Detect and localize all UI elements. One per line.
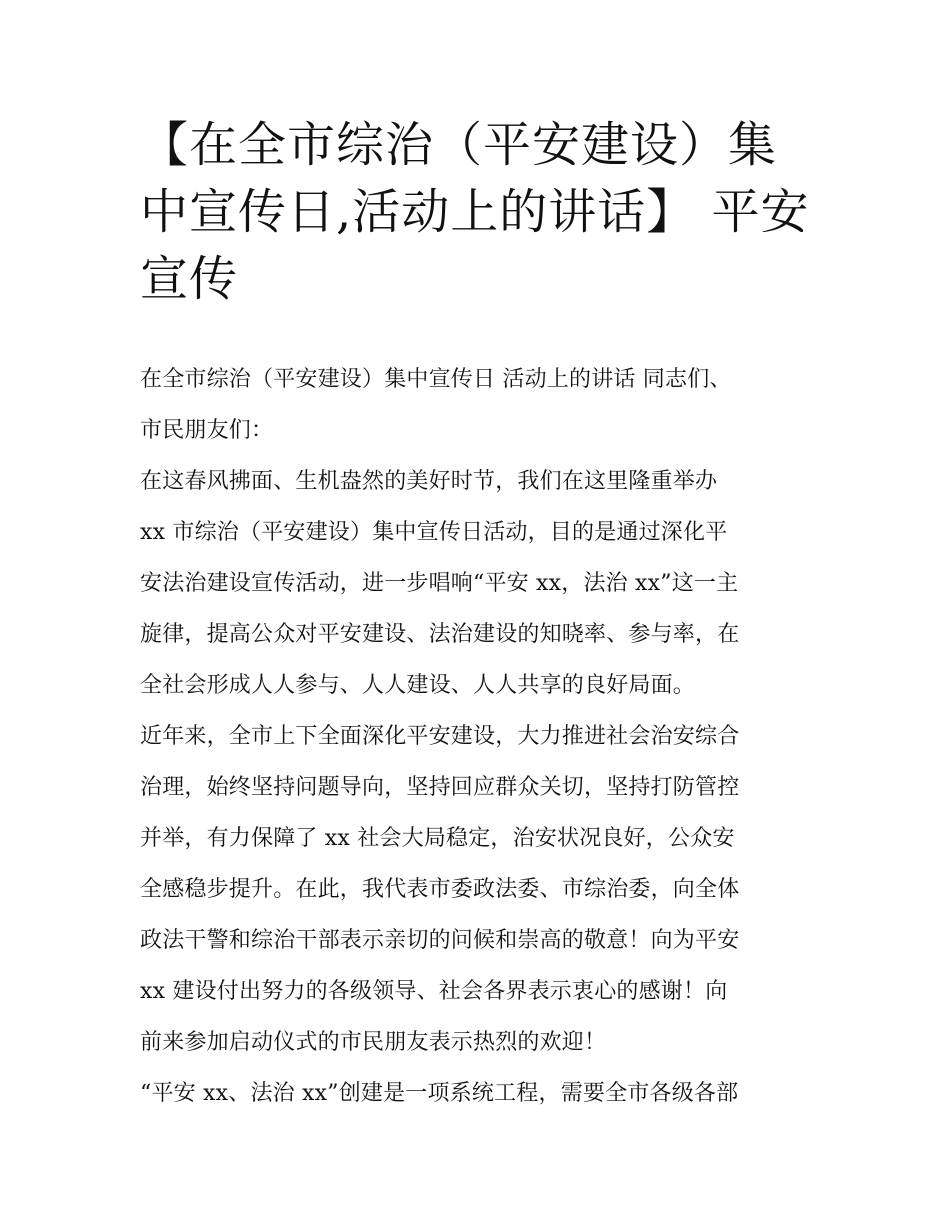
- body-line: 近年来，全市上下全面深化平安建设，大力推进社会治安综合: [140, 724, 740, 749]
- body-line: xx 市综治（平安建设）集中宣传日活动，目的是通过深化平: [140, 520, 728, 545]
- body-line: 旋律，提高公众对平安建设、法治建设的知晓率、参与率，在: [140, 622, 740, 647]
- body-line: “平安 xx、法治 xx”创建是一项系统工程，需要全市各级各部: [140, 1081, 739, 1106]
- title-line-3: 宣传: [140, 251, 239, 307]
- body-line: 治理，始终坚持问题导向，坚持回应群众关切，坚持打防管控: [140, 775, 740, 800]
- document-body: [140, 354, 820, 1119]
- body-line: 并举，有力保障了 xx 社会大局稳定，治安状况良好，公众安: [140, 826, 735, 851]
- body-line: 市民朋友们：: [140, 418, 274, 443]
- document-title: [140, 112, 820, 313]
- body-line: 政法干警和综治干部表示亲切的问候和崇高的敬意！向为平安: [140, 928, 740, 953]
- title-line-2: 中宣传日,活动上的讲话】 平安: [140, 184, 810, 240]
- title-line-1: 【在全市综治（平安建设）集: [140, 117, 778, 173]
- body-line: 安法治建设宣传活动，进一步唱响“平安 xx，法治 xx”这一主: [140, 571, 739, 596]
- body-line: 全感稳步提升。在此，我代表市委政法委、市综治委，向全体: [140, 877, 740, 902]
- body-line: 前来参加启动仪式的市民朋友表示热烈的欢迎！: [140, 1030, 607, 1055]
- body-line: 在这春风拂面、生机盎然的美好时节，我们在这里隆重举办: [140, 469, 718, 494]
- body-line: xx 建设付出努力的各级领导、社会各界表示衷心的感谢！向: [140, 979, 728, 1004]
- body-line: 全社会形成人人参与、人人建设、人人共享的良好局面。: [140, 673, 696, 698]
- body-line: 在全市综治（平安建设）集中宣传日 活动上的讲话 同志们、: [140, 367, 732, 392]
